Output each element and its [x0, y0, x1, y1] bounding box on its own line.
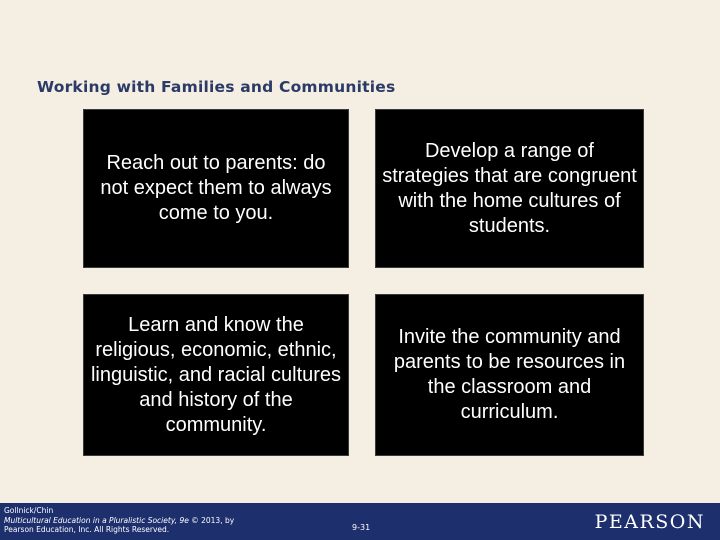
content-box-invite-community [376, 295, 643, 455]
footer-book-title: Multicultural Education in a Pluralistic Society, 9e [4, 515, 189, 525]
footer-bar [0, 503, 720, 540]
footer-copyright: © 2013, by [191, 515, 235, 525]
content-box-reach-out [84, 110, 348, 267]
content-box-text: Reach out to parents: do not expect them to always come to you. [100, 152, 332, 224]
footer-publisher: Pearson Education, Inc. All Rights Reserved. [4, 525, 170, 534]
content-box-text: Learn and know the religious, economic, ethnic, linguistic, and racial cultures and history of the community. [90, 313, 342, 436]
footer-authors: Gollnick/Chin [4, 506, 54, 515]
footer-book-line [4, 516, 234, 526]
slide-title: Working with Families and Communities [37, 78, 396, 96]
footer-credit [4, 506, 234, 535]
content-box-learn-community [84, 295, 348, 455]
page-number: 9-31 [352, 523, 371, 532]
content-box-strategies [376, 110, 643, 267]
pearson-logo: PEARSON [594, 511, 705, 533]
content-box-text: Develop a range of strategies that are congruent with the home cultures of students. [382, 139, 637, 237]
content-box-text: Invite the community and parents to be resources in the classroom and curriculum. [393, 326, 626, 423]
